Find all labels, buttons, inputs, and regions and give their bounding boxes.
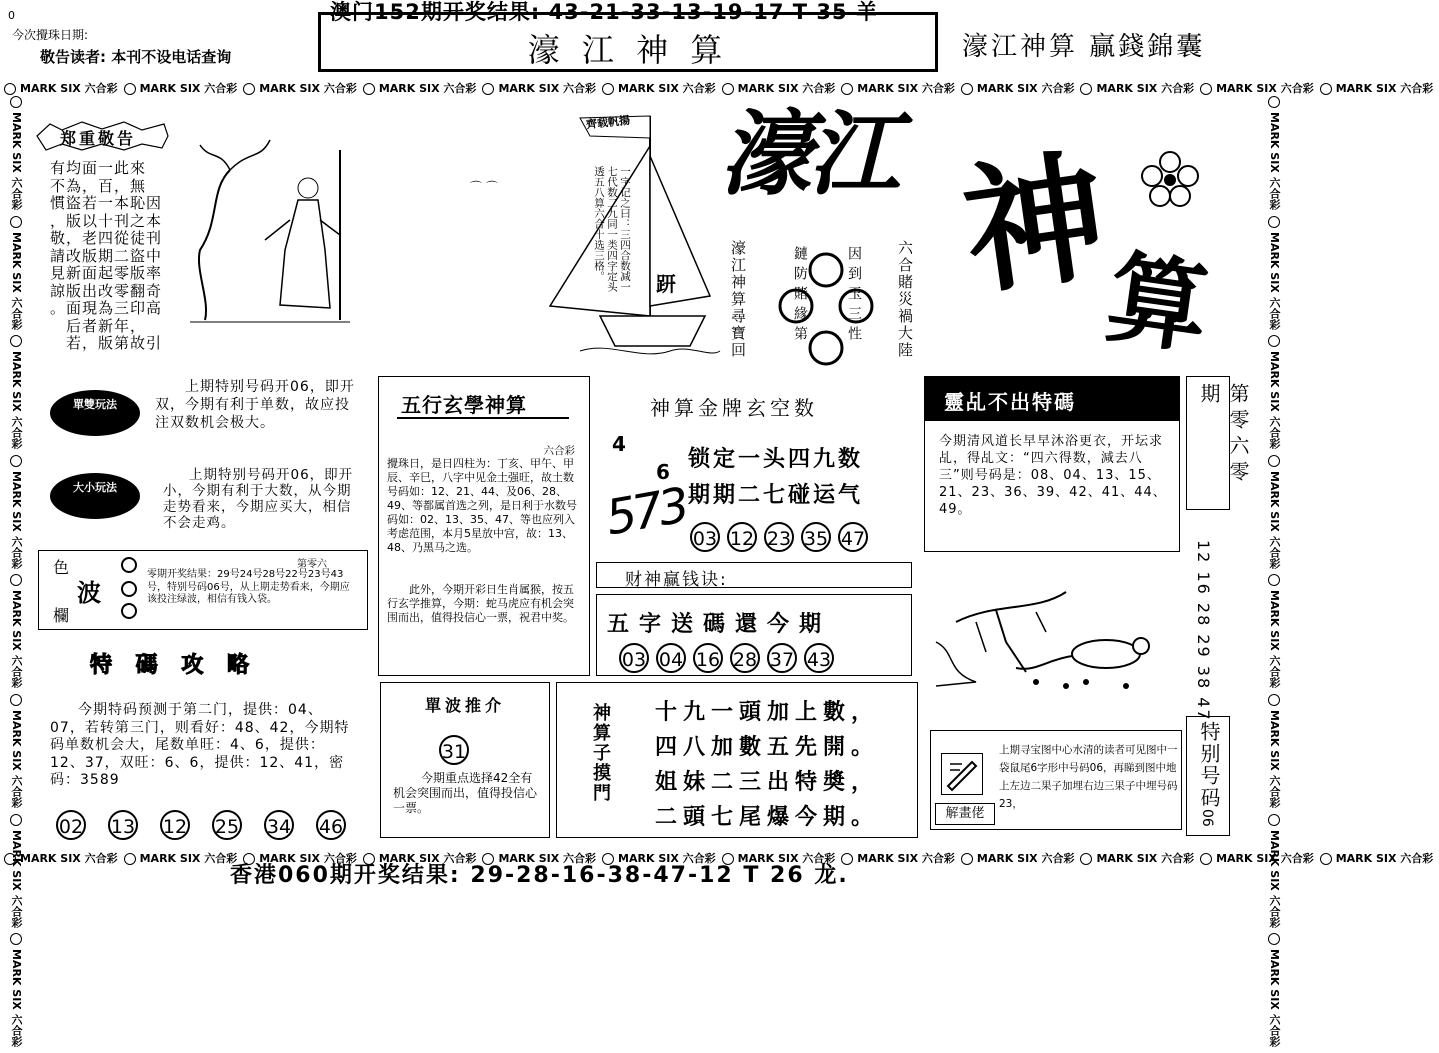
treasure-box <box>930 730 1182 830</box>
mark-six-unit: MARK SIX 六合彩 <box>1216 852 1314 865</box>
sail-flag-text: 齊载帆揚 <box>585 113 631 132</box>
mark-six-unit: MARK SIX 六合彩 <box>1268 470 1281 569</box>
notice-line-item: 敬，老四從徒刊 <box>50 229 163 247</box>
gold-medal-hand-c: 573 <box>601 477 690 547</box>
single-double-badge-label: 單雙玩法 <box>73 398 117 411</box>
notice-title: 郑重敬告 <box>60 129 137 148</box>
birds-icon: ⌒ ⌒ <box>470 180 498 194</box>
tactics-ball: 46 <box>316 810 346 840</box>
flower-icon <box>1200 853 1212 865</box>
single-wave-box <box>380 682 550 838</box>
side-issue-label: 第零六零期 <box>1197 383 1250 487</box>
mark-six-unit: MARK SIX 六合彩 <box>857 82 955 95</box>
fortune-title: 财神赢钱诀: <box>625 570 728 590</box>
flower-icon <box>10 574 22 586</box>
mark-six-unit: MARK SIX 六合彩 <box>10 949 23 1047</box>
mark-six-unit: MARK SIX 六合彩 <box>10 231 23 330</box>
fortune-ball: 04 <box>656 643 686 673</box>
side-special-label: 特别号码 <box>1197 721 1221 809</box>
notice-line-item: 有均面一此來 <box>50 159 147 177</box>
wuxing-text: 攪珠日，是日四柱为：丁亥、甲午、甲辰、辛巳，八字中见金土强旺，故土数号码如：12、21、44、及06、28、49、等都属首选之列，是日利于水数号码如：02、13、35、47、等也应列入考虑范围，本月5星放中宫，故：13、48、乃黑马之选。 <box>387 457 577 554</box>
side-special-value: 06 <box>1199 809 1215 827</box>
sail-text: 一字记之曰：三四合数减一七代数二九同一类四字定头透五八算六合十选三格。 <box>593 166 631 292</box>
color-wave-issue: 第零六 <box>297 559 327 570</box>
flower-icon <box>4 83 16 95</box>
treasure-badge: 解畫佬 <box>935 803 995 825</box>
flower-icon <box>1268 814 1280 826</box>
tactics-ball: 02 <box>56 810 86 840</box>
flower-icon <box>10 335 22 347</box>
big-small-badge-label: 大小玩法 <box>73 481 117 494</box>
flower-icon <box>10 216 22 228</box>
wave-circle-2 <box>121 581 137 601</box>
corner-mark: 0 <box>8 9 15 22</box>
notice-line-item: 。面現為三印高 <box>50 299 163 317</box>
tactics-ball: 34 <box>264 810 294 840</box>
mark-six-unit: MARK SIX 六合彩 <box>1335 82 1434 95</box>
riddle-line-3: 姐妹二三出特奬， <box>655 770 880 795</box>
mark-six-strip-top <box>4 80 1434 96</box>
fortune-ball: 16 <box>693 643 723 673</box>
tactics-ball: 25 <box>212 810 242 840</box>
riddle-line-1: 十九一頭加上數， <box>655 700 880 725</box>
mark-six-unit: MARK SIX 六合彩 <box>10 829 23 928</box>
color-wave-label-c: 欄 <box>53 606 70 625</box>
spirit-box <box>924 420 1180 552</box>
side-issue-box <box>1186 376 1250 510</box>
tactics-ball: 13 <box>108 810 138 840</box>
fortune-line: 五字送碼還今期 <box>607 612 832 637</box>
wave-circle-1 <box>121 557 137 577</box>
big-small-badge <box>50 473 140 519</box>
rat-tree-icon <box>936 582 1176 692</box>
flower-icon <box>363 83 375 95</box>
riddle-lines <box>655 695 879 835</box>
notice-line: 敬告读者: 本刊不设电话查询 <box>40 48 232 66</box>
wave-circle-3 <box>121 603 137 623</box>
flower-icon <box>482 83 494 95</box>
notice-title-banner <box>32 120 172 152</box>
notice-line-item: 后者新年， <box>50 316 147 335</box>
flower-icon <box>1268 96 1280 108</box>
gold-medal-ball: 47 <box>838 522 868 552</box>
mark-six-unit: MARK SIX 六合彩 <box>10 351 23 449</box>
masthead-suan: 算 <box>1100 237 1216 369</box>
gold-medal-hand-b: 6 <box>656 460 670 484</box>
notice-line-item: 見新面起零版率 <box>50 264 163 282</box>
gold-medal-line-2: 期期二七碰运气 <box>688 483 864 508</box>
special-tactics-balls <box>56 810 368 840</box>
mark-six-unit: MARK SIX 六合彩 <box>1335 852 1434 865</box>
mark-six-unit: MARK SIX 六合彩 <box>1268 829 1281 928</box>
right-slogan: 濠江神算 贏錢錦囊 <box>962 32 1206 62</box>
special-tactics-text: 今期特码预测于第二门，提供：04、07，若转第三门，则看好：48、42，今期特码单数机会大，尾数单旺：4、6，提供：12、37，双旺：6、6，提供：12、41，密码：3589 <box>50 702 350 788</box>
sailboat-illustration <box>540 96 720 366</box>
flower-icon <box>1320 83 1332 95</box>
wave-circle-icon <box>121 603 137 619</box>
flower-icon <box>10 933 22 945</box>
masthead-shen: 神 <box>954 134 1116 316</box>
mark-six-unit: MARK SIX 六合彩 <box>20 82 118 95</box>
spirit-title: 靈乩不出特碼 <box>944 390 1076 414</box>
notice-text-block <box>50 160 186 353</box>
mark-six-unit: MARK SIX 六合彩 <box>618 82 716 95</box>
mark-six-unit: MARK SIX 六合彩 <box>1216 82 1314 95</box>
fortune-box <box>596 594 912 676</box>
flower-icon <box>961 853 973 865</box>
mark-six-unit: MARK SIX 六合彩 <box>10 710 23 808</box>
ring-diagram <box>770 240 880 370</box>
single-wave-ball-wrap <box>439 735 476 765</box>
fortune-ball: 37 <box>767 643 797 673</box>
flower-icon <box>124 853 136 865</box>
gold-medal-ball: 35 <box>801 522 831 552</box>
spirit-text: 今期清风道长早早沐浴更衣，开坛求乩，得乩文：“四六得数，減去八三”则号码是：08、04、13、15、21、23、36、39、42、41、44、49。 <box>939 434 1167 517</box>
spirit-title-bar <box>924 376 1180 420</box>
mark-six-unit: MARK SIX 六合彩 <box>1268 231 1281 330</box>
riddle-line-2: 四八加數五先開。 <box>655 735 880 760</box>
big-small-text: 上期特别号码开06，即开小，今期有利于大数，从今期走势看来，今期应买大，相信不会走鸡。 <box>163 467 354 531</box>
fortune-ball: 28 <box>730 643 760 673</box>
mark-six-unit: MARK SIX 六合彩 <box>1268 710 1281 808</box>
gold-medal-line-1: 锁定一头四九数 <box>688 447 864 472</box>
side-special-box <box>1186 716 1230 836</box>
flower-icon <box>124 83 136 95</box>
mark-six-unit: MARK SIX 六合彩 <box>618 852 716 865</box>
mark-six-unit: MARK SIX 六合彩 <box>259 82 357 95</box>
notice-line-item: 不為，百，無 <box>50 176 147 195</box>
notice-line-item: 諒版出改零翻奇 <box>50 281 163 300</box>
mark-six-unit: MARK SIX 六合彩 <box>1268 590 1281 689</box>
rat-illustration <box>936 582 1176 692</box>
single-double-badge <box>50 390 140 436</box>
mark-six-strip-right <box>1264 96 1282 1047</box>
gold-medal-hand-a: 4 <box>612 432 626 456</box>
mark-six-unit: MARK SIX 六合彩 <box>139 82 238 95</box>
draw-date-label: 今次攪珠日期: <box>12 28 89 42</box>
flower-icon <box>10 96 22 108</box>
mark-six-unit: MARK SIX 六合彩 <box>10 590 23 689</box>
single-wave-title: 單波推介 <box>424 696 505 715</box>
flower-icon <box>1268 694 1280 706</box>
fortune-ball: 03 <box>619 643 649 673</box>
flower-icon <box>602 83 614 95</box>
mark-six-unit: MARK SIX 六合彩 <box>737 82 836 95</box>
notice-line-item: ，版以十刊之本 <box>50 211 163 230</box>
mark-six-unit: MARK SIX 六合彩 <box>1268 112 1281 210</box>
flower-icon <box>1200 83 1212 95</box>
wave-circle-icon <box>121 581 137 597</box>
fortune-ball: 43 <box>804 643 834 673</box>
flower-icon <box>1268 455 1280 467</box>
ring-text-left: 鏈防賭緣第 <box>792 246 808 346</box>
single-double-text: 上期特别号码开06，即开双，今期有利于单数，故应投注双数机会极大。 <box>155 379 355 431</box>
notice-line-item: 慣盜若一本恥因 <box>50 194 163 212</box>
single-wave-text: 今期重点选择42全有机会突围而出，值得投信心一票。 <box>393 771 538 815</box>
flower-icon <box>10 455 22 467</box>
fortune-balls <box>619 643 841 673</box>
flower-icon <box>243 83 255 95</box>
fortune-title-box <box>596 562 912 588</box>
flower-icon <box>1080 853 1092 865</box>
gold-medal-ball: 03 <box>690 522 720 552</box>
flower-icon <box>1268 933 1280 945</box>
mark-six-unit: MARK SIX 六合彩 <box>498 82 597 95</box>
side-issue-numbers: 12 16 28 29 38 47 <box>1194 540 1213 722</box>
wuxing-tag: 六合彩 <box>543 445 575 457</box>
color-wave-label-a: 色 <box>53 558 70 577</box>
blossom-icon <box>1140 150 1200 210</box>
sail-word: 趼 <box>656 272 676 296</box>
gold-medal-ball: 12 <box>727 522 757 552</box>
wave-circle-icon <box>121 557 137 573</box>
treasure-figure-icon <box>941 753 983 795</box>
color-wave-box <box>38 550 368 630</box>
mark-six-unit: MARK SIX 六合彩 <box>378 82 477 95</box>
mark-six-unit: MARK SIX 六合彩 <box>259 852 357 865</box>
riddle-box <box>556 682 918 838</box>
mark-six-unit: MARK SIX 六合彩 <box>139 852 238 865</box>
notice-line-item: 若，版第故引 <box>50 334 163 352</box>
macau-result: 澳门152期开奖结果: 43-21-33-13-19-17 T 35 羊 <box>330 0 878 24</box>
mark-six-unit: MARK SIX 六合彩 <box>498 852 597 865</box>
notice-line-item: 請改版期二盜中 <box>50 246 163 265</box>
flower-icon <box>722 83 734 95</box>
mark-six-unit: MARK SIX 六合彩 <box>1268 351 1281 449</box>
mark-six-unit: MARK SIX 六合彩 <box>20 852 118 865</box>
color-wave-label-b: 波 <box>77 579 101 607</box>
right-verse: 六合賭災禍大陸 <box>896 240 914 359</box>
gold-medal-title: 神算金牌玄空数 <box>650 396 818 420</box>
sage-illustration <box>190 130 350 330</box>
gold-medal-ball: 23 <box>764 522 794 552</box>
mark-six-unit: MARK SIX 六合彩 <box>976 82 1075 95</box>
left-verse: 濠江神算尋寶回 <box>729 240 747 359</box>
mark-six-unit: MARK SIX 六合彩 <box>1096 852 1195 865</box>
riddle-side: 神算子摸門 <box>590 703 611 803</box>
flower-icon <box>1268 574 1280 586</box>
mark-six-unit: MARK SIX 六合彩 <box>10 470 23 569</box>
flower-icon <box>1268 216 1280 228</box>
mark-six-unit: MARK SIX 六合彩 <box>976 852 1075 865</box>
flower-icon <box>1080 83 1092 95</box>
ring-text-right: 因到玉三性 <box>846 246 862 346</box>
mark-six-unit: MARK SIX 六合彩 <box>378 852 477 865</box>
flower-icon <box>10 694 22 706</box>
mark-six-unit: MARK SIX 六合彩 <box>10 112 23 210</box>
mark-six-unit: MARK SIX 六合彩 <box>737 852 836 865</box>
mark-six-strip-left <box>6 96 24 1047</box>
riddle-line-4: 二頭七尾爆今期。 <box>655 805 880 830</box>
wuxing-box <box>378 376 590 676</box>
wuxing-title-rule <box>397 417 569 419</box>
flower-icon <box>10 814 22 826</box>
mark-six-unit: MARK SIX 六合彩 <box>1096 82 1195 95</box>
masthead-big-title: 濠江 <box>720 100 897 208</box>
hk-result: 香港060期开奖结果: 29-28-16-38-47-12 T 26 龙. <box>230 863 849 888</box>
gold-medal-balls <box>690 522 875 552</box>
wuxing-text-2: 此外，今期开彩日生肖属猴，按五行玄学推算，今期：蛇马虎应有机会突围而出，值得投信心一票，祝君中奖。 <box>387 583 574 624</box>
single-wave-ball: 31 <box>439 735 469 765</box>
treasure-text: 上期寻宝图中心水清的读者可见图中一袋鼠尾6字形中号码06，再睇到图中地上左边二果子加埋右边三果子中埋号码23， <box>999 744 1178 810</box>
flower-icon <box>1268 335 1280 347</box>
mark-six-unit: MARK SIX 六合彩 <box>1268 949 1281 1047</box>
flower-icon <box>961 83 973 95</box>
writing-hand-icon <box>942 754 982 794</box>
wuxing-title: 五行玄學神算 <box>401 393 527 417</box>
flower-icon <box>1320 853 1332 865</box>
mark-six-unit: MARK SIX 六合彩 <box>857 852 955 865</box>
tactics-ball: 12 <box>160 810 190 840</box>
color-wave-text: 零期开奖结果：29号24号28号22号23号43号，特别号码06号，从上期走势看来，今期应该投注绿波，相信有钱入袋。 <box>147 569 350 605</box>
sage-figure-icon <box>190 130 350 330</box>
title-box-text: 濠 江 神 算 <box>527 31 729 69</box>
title-box <box>318 12 938 72</box>
notice-text <box>50 160 186 353</box>
special-tactics-title: 特 碼 攻 略 <box>90 653 257 678</box>
blossom-logo <box>1140 150 1200 210</box>
flower-icon <box>841 83 853 95</box>
